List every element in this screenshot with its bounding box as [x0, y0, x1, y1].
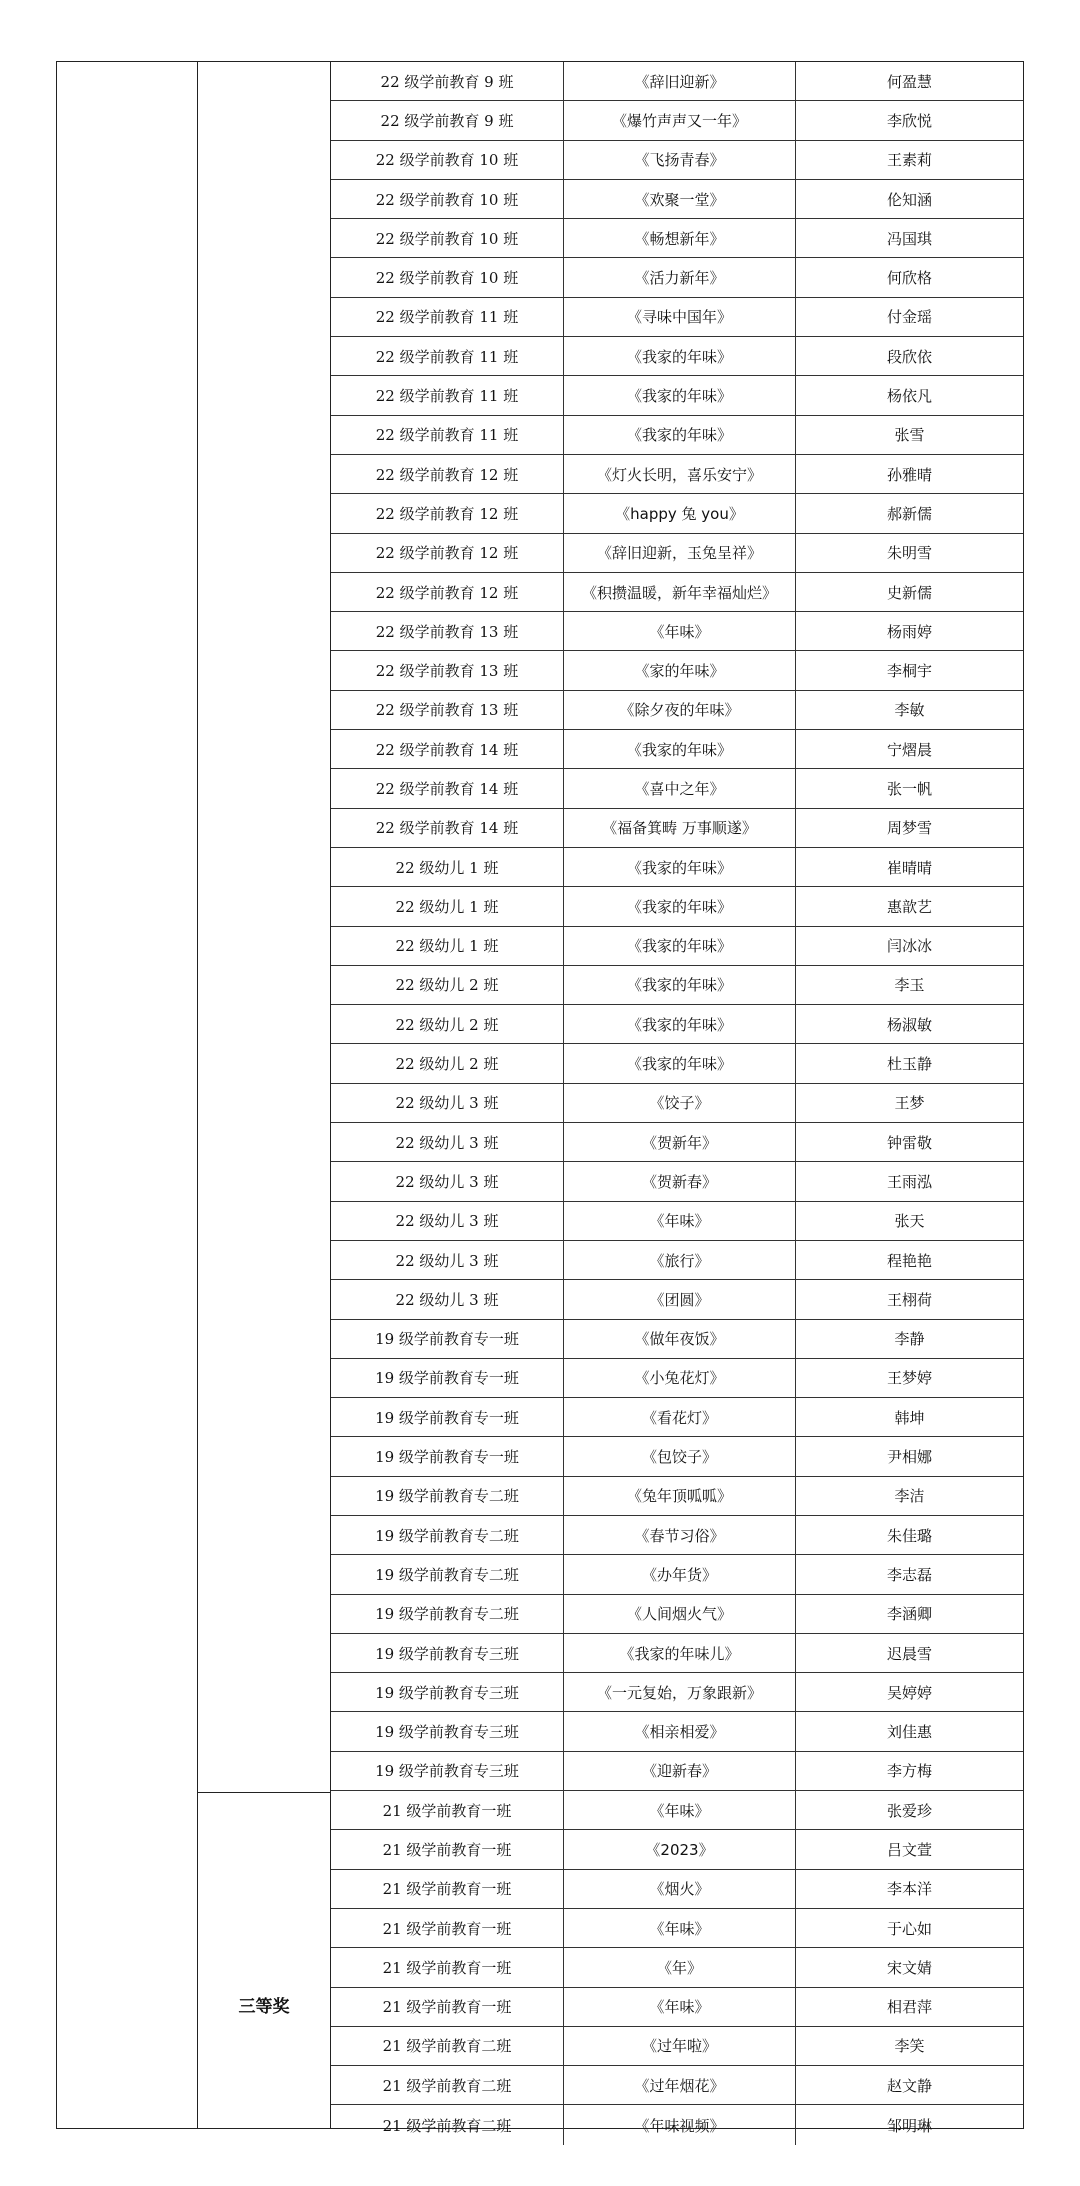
- work-title-cell: 《相亲相爱》: [564, 1712, 796, 1750]
- table-row: [331, 1398, 1023, 1437]
- class-cell: 22 级学前教育 14 班: [331, 730, 564, 768]
- author-name-cell: 宋文婧: [886, 1958, 932, 1977]
- table-row: [331, 1595, 1023, 1634]
- work-title-cell: 《欢聚一堂》: [564, 180, 796, 218]
- table-row: [331, 298, 1023, 337]
- author-name-cell: 李欣悦: [886, 111, 932, 130]
- work-title-cell: 《2023》: [564, 1830, 796, 1868]
- class-cell: 21 级学前教育二班: [331, 2066, 564, 2104]
- author-name-cell: 李方梅: [886, 1762, 932, 1781]
- table-row: [331, 1870, 1023, 1909]
- table-row: [331, 1948, 1023, 1987]
- award-level-third-prize: 三等奖: [238, 1997, 290, 2017]
- table-row: [331, 927, 1023, 966]
- table-row: [331, 376, 1023, 415]
- work-title-cell: 《年》: [564, 1948, 796, 1986]
- class-cell: 22 级学前教育 12 班: [331, 494, 564, 532]
- class-cell: 22 级学前教育 11 班: [331, 298, 564, 336]
- class-cell: 19 级学前教育专二班: [331, 1477, 564, 1515]
- class-cell: 22 级学前教育 11 班: [331, 337, 564, 375]
- work-title-cell: 《畅想新年》: [564, 219, 796, 257]
- work-title-cell: 《我家的年味》: [564, 1005, 796, 1043]
- class-cell: 19 级学前教育专一班: [331, 1320, 564, 1358]
- work-title-cell: 《团圆》: [564, 1280, 796, 1318]
- class-cell: 21 级学前教育一班: [331, 1909, 564, 1947]
- table-row: [331, 651, 1023, 690]
- author-name-cell: 伦知涵: [886, 190, 932, 209]
- work-title-cell: 《迎新春》: [564, 1752, 796, 1790]
- work-title-cell: 《活力新年》: [564, 258, 796, 296]
- table-row: [331, 612, 1023, 651]
- class-cell: 22 级学前教育 12 班: [331, 455, 564, 493]
- class-cell: 22 级学前教育 13 班: [331, 691, 564, 729]
- table-row: [331, 1830, 1023, 1869]
- work-title-cell: 《家的年味》: [564, 651, 796, 689]
- author-name-cell: 张一帆: [886, 779, 932, 798]
- class-cell: 22 级幼儿 1 班: [331, 887, 564, 925]
- author-name-cell: 李玉: [894, 976, 925, 995]
- class-cell: 22 级幼儿 3 班: [331, 1280, 564, 1318]
- class-cell: 22 级幼儿 1 班: [331, 927, 564, 965]
- class-cell: 19 级学前教育专三班: [331, 1712, 564, 1750]
- author-name-cell: 朱明雪: [886, 544, 932, 563]
- work-title-cell: 《爆竹声声又一年》: [564, 101, 796, 139]
- author-name-cell: 王雨泓: [886, 1172, 932, 1191]
- table-row: [331, 2027, 1023, 2066]
- work-title-cell: 《我家的年味》: [564, 848, 796, 886]
- table-row: [331, 1320, 1023, 1359]
- class-cell: 22 级学前教育 14 班: [331, 809, 564, 847]
- author-name-cell: 张雪: [894, 426, 925, 445]
- class-cell: 21 级学前教育一班: [331, 1948, 564, 1986]
- class-cell: 19 级学前教育专二班: [331, 1516, 564, 1554]
- table-row: [331, 1791, 1023, 1830]
- author-name-cell: 刘佳惠: [886, 1723, 932, 1742]
- award-level-column: [198, 62, 331, 2128]
- class-cell: 22 级学前教育 10 班: [331, 141, 564, 179]
- work-title-cell: 《灯火长明，喜乐安宁》: [564, 455, 796, 493]
- table-row: [331, 534, 1023, 573]
- table-row: [331, 573, 1023, 612]
- work-title-cell: 《除夕夜的年味》: [564, 691, 796, 729]
- work-title-cell: 《我家的年味》: [564, 1044, 796, 1082]
- author-name-cell: 付金瑶: [886, 308, 932, 327]
- work-title-cell: 《我家的年味》: [564, 927, 796, 965]
- table-row: [331, 2066, 1023, 2105]
- class-cell: 22 级学前教育 11 班: [331, 416, 564, 454]
- author-name-cell: 周梦雪: [886, 819, 932, 838]
- class-cell: 21 级学前教育一班: [331, 1791, 564, 1829]
- work-title-cell: 《贺新年》: [564, 1123, 796, 1161]
- author-name-cell: 吕文萱: [886, 1841, 932, 1859]
- author-name-cell: 迟晨雪: [886, 1644, 932, 1663]
- table-row: [331, 416, 1023, 455]
- class-cell: 21 级学前教育一班: [331, 1870, 564, 1908]
- author-name-cell: 孙雅晴: [886, 465, 932, 484]
- author-name-cell: 钟雷敬: [886, 1133, 932, 1152]
- class-cell: 22 级学前教育 11 班: [331, 376, 564, 414]
- author-name-cell: 惠歆艺: [886, 897, 932, 916]
- class-cell: 22 级幼儿 3 班: [331, 1084, 564, 1122]
- work-title-cell: 《办年货》: [564, 1555, 796, 1593]
- author-name-cell: 杨雨婷: [886, 622, 932, 641]
- author-name-cell: 段欣依: [886, 347, 932, 366]
- author-name-cell: 赵文静: [886, 2076, 932, 2095]
- table-row: [331, 455, 1023, 494]
- author-name-cell: 李桐宇: [886, 662, 932, 681]
- work-title-cell: 《我家的年味》: [564, 376, 796, 414]
- table-row: [331, 1044, 1023, 1083]
- work-title-cell: 《旅行》: [564, 1241, 796, 1279]
- class-cell: 22 级幼儿 3 班: [331, 1162, 564, 1200]
- table-row: [331, 809, 1023, 848]
- class-cell: 22 级学前教育 12 班: [331, 573, 564, 611]
- work-title-cell: 《做年夜饭》: [564, 1320, 796, 1358]
- author-name-cell: 杨淑敏: [886, 1015, 932, 1034]
- class-cell: 22 级幼儿 2 班: [331, 966, 564, 1004]
- table-row: [331, 1202, 1023, 1241]
- author-name-cell: 何欣格: [886, 269, 932, 288]
- work-title-cell: 《年味视频》: [564, 2105, 796, 2144]
- class-cell: 21 级学前教育一班: [331, 1830, 564, 1868]
- work-title-cell: 《我家的年味》: [564, 730, 796, 768]
- table-row: [331, 966, 1023, 1005]
- table-row: [331, 1555, 1023, 1594]
- author-name-cell: 李洁: [894, 1487, 925, 1506]
- class-cell: 22 级学前教育 13 班: [331, 612, 564, 650]
- work-title-cell: 《happy 兔 you》: [564, 494, 796, 532]
- class-cell: 22 级学前教育 10 班: [331, 258, 564, 296]
- table-row: [331, 1123, 1023, 1162]
- work-title-cell: 《小兔花灯》: [564, 1359, 796, 1397]
- table-row: [331, 769, 1023, 808]
- table-row: [331, 62, 1023, 101]
- class-cell: 22 级学前教育 13 班: [331, 651, 564, 689]
- author-name-cell: 冯国琪: [886, 229, 932, 248]
- work-title-cell: 《我家的年味》: [564, 887, 796, 925]
- class-cell: 22 级学前教育 9 班: [331, 101, 564, 139]
- table-row: [331, 1437, 1023, 1476]
- work-title-cell: 《春节习俗》: [564, 1516, 796, 1554]
- author-name-cell: 张天: [894, 1212, 925, 1231]
- author-name-cell: 李本洋: [886, 1880, 932, 1899]
- award-level-divider: [198, 1792, 330, 1793]
- author-name-cell: 朱佳璐: [886, 1526, 932, 1545]
- table-row: [331, 730, 1023, 769]
- work-title-cell: 《一元复始，万象跟新》: [564, 1673, 796, 1711]
- work-title-cell: 《过年啦》: [564, 2027, 796, 2065]
- table-row: [331, 1634, 1023, 1673]
- table-row: [331, 1516, 1023, 1555]
- class-cell: 22 级幼儿 3 班: [331, 1241, 564, 1279]
- table-row: [331, 494, 1023, 533]
- class-cell: 22 级幼儿 3 班: [331, 1123, 564, 1161]
- table-row: [331, 848, 1023, 887]
- author-name-cell: 相君萍: [886, 1998, 932, 2017]
- author-name-cell: 李笑: [894, 2037, 925, 2056]
- table-row: [331, 2105, 1023, 2144]
- table-row: [331, 337, 1023, 376]
- author-name-cell: 杜玉静: [886, 1055, 932, 1074]
- work-title-cell: 《年味》: [564, 612, 796, 650]
- work-title-cell: 《年味》: [564, 1988, 796, 2026]
- work-title-cell: 《人间烟火气》: [564, 1595, 796, 1633]
- table-row: [331, 1673, 1023, 1712]
- author-name-cell: 史新儒: [886, 583, 932, 602]
- author-name-cell: 李敏: [894, 701, 925, 720]
- class-cell: 19 级学前教育专三班: [331, 1673, 564, 1711]
- work-title-cell: 《年味》: [564, 1909, 796, 1947]
- work-title-cell: 《过年烟花》: [564, 2066, 796, 2104]
- table-row: [331, 1477, 1023, 1516]
- table-row: [331, 101, 1023, 140]
- class-cell: 22 级幼儿 3 班: [331, 1202, 564, 1240]
- work-title-cell: 《我家的年味儿》: [564, 1634, 796, 1672]
- class-cell: 22 级幼儿 2 班: [331, 1005, 564, 1043]
- class-cell: 22 级幼儿 2 班: [331, 1044, 564, 1082]
- table-row: [331, 1005, 1023, 1044]
- author-name-cell: 宁熠晨: [886, 740, 932, 759]
- table-row: [331, 1084, 1023, 1123]
- class-cell: 22 级学前教育 12 班: [331, 534, 564, 572]
- class-cell: 22 级学前教育 10 班: [331, 219, 564, 257]
- work-title-cell: 《包饺子》: [564, 1437, 796, 1475]
- author-name-cell: 郝新儒: [886, 504, 932, 523]
- work-title-cell: 《烟火》: [564, 1870, 796, 1908]
- class-cell: 19 级学前教育专一班: [331, 1398, 564, 1436]
- author-name-cell: 尹相娜: [886, 1448, 932, 1467]
- author-name-cell: 闫冰冰: [886, 937, 932, 956]
- work-title-cell: 《年味》: [564, 1791, 796, 1829]
- class-cell: 21 级学前教育一班: [331, 1988, 564, 2026]
- category-column: [57, 62, 198, 2128]
- author-name-cell: 王梦婷: [886, 1369, 932, 1388]
- class-cell: 21 级学前教育二班: [331, 2105, 564, 2144]
- author-name-cell: 李涵卿: [886, 1605, 932, 1624]
- class-cell: 22 级学前教育 9 班: [331, 62, 564, 100]
- author-name-cell: 崔晴晴: [886, 858, 932, 877]
- author-name-cell: 王素莉: [886, 151, 932, 170]
- work-title-cell: 《喜中之年》: [564, 769, 796, 807]
- table-row: [331, 1241, 1023, 1280]
- class-cell: 19 级学前教育专三班: [331, 1634, 564, 1672]
- table-row: [331, 258, 1023, 297]
- work-title-cell: 《福备箕畴 万事顺遂》: [564, 809, 796, 847]
- work-title-cell: 《我家的年味》: [564, 966, 796, 1004]
- class-cell: 19 级学前教育专一班: [331, 1437, 564, 1475]
- class-cell: 19 级学前教育专二班: [331, 1595, 564, 1633]
- author-name-cell: 韩坤: [894, 1408, 925, 1427]
- author-name-cell: 吴婷婷: [886, 1683, 932, 1702]
- table-rows: [331, 62, 1023, 2145]
- author-name-cell: 张爱珍: [886, 1801, 932, 1820]
- class-cell: 19 级学前教育专二班: [331, 1555, 564, 1593]
- table-row: [331, 1909, 1023, 1948]
- author-name-cell: 杨依凡: [886, 387, 932, 406]
- work-title-cell: 《贺新春》: [564, 1162, 796, 1200]
- table-row: [331, 1712, 1023, 1751]
- author-name-cell: 王梦: [894, 1094, 925, 1113]
- class-cell: 21 级学前教育二班: [331, 2027, 564, 2065]
- work-title-cell: 《飞扬青春》: [564, 141, 796, 179]
- author-name-cell: 李静: [894, 1330, 925, 1349]
- class-cell: 19 级学前教育专三班: [331, 1752, 564, 1790]
- work-title-cell: 《兔年顶呱呱》: [564, 1477, 796, 1515]
- work-title-cell: 《辞旧迎新》: [564, 62, 796, 100]
- work-title-cell: 《年味》: [564, 1202, 796, 1240]
- author-name-cell: 李志磊: [886, 1565, 932, 1584]
- author-name-cell: 王栩荷: [886, 1290, 932, 1309]
- table-row: [331, 219, 1023, 258]
- table-row: [331, 141, 1023, 180]
- work-title-cell: 《辞旧迎新，玉兔呈祥》: [564, 534, 796, 572]
- work-title-cell: 《饺子》: [564, 1084, 796, 1122]
- work-title-cell: 《我家的年味》: [564, 337, 796, 375]
- table-row: [331, 1359, 1023, 1398]
- work-title-cell: 《寻味中国年》: [564, 298, 796, 336]
- award-table: [56, 61, 1024, 2135]
- class-cell: 22 级学前教育 10 班: [331, 180, 564, 218]
- table-row: [331, 1162, 1023, 1201]
- table-row: [331, 180, 1023, 219]
- author-name-cell: 何盈慧: [886, 72, 932, 91]
- table-row: [331, 887, 1023, 926]
- class-cell: 22 级学前教育 14 班: [331, 769, 564, 807]
- author-name-cell: 于心如: [886, 1919, 932, 1938]
- work-title-cell: 《我家的年味》: [564, 416, 796, 454]
- author-name-cell: 邹明琳: [886, 2116, 932, 2135]
- table-row: [331, 1280, 1023, 1319]
- class-cell: 22 级幼儿 1 班: [331, 848, 564, 886]
- table-row: [331, 1752, 1023, 1791]
- table-row: [331, 1988, 1023, 2027]
- table-row: [331, 691, 1023, 730]
- author-name-cell: 程艳艳: [886, 1251, 932, 1270]
- class-cell: 19 级学前教育专一班: [331, 1359, 564, 1397]
- work-title-cell: 《看花灯》: [564, 1398, 796, 1436]
- work-title-cell: 《积攒温暖，新年幸福灿烂》: [564, 573, 796, 611]
